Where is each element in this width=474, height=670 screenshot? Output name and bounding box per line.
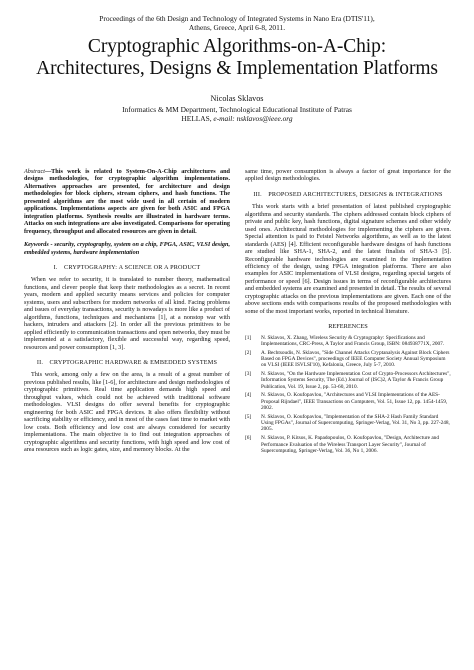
reference-item — [245, 335, 451, 348]
paper-header — [0, 0, 474, 123]
reference-text: N. Sklavos, O. Koufopavlou, "Architectures and VLSI Implementations of the AES-Proposal Rijndael", IEEE Transactions on Computers, Vol. 51, Issue 12, pp. 1454-1459, 2002. — [261, 392, 448, 412]
reference-item — [245, 435, 451, 454]
section-1-heading: I. CRYPTOGRAPHY: A SCIENCE OR A PRODUCT — [53, 263, 201, 271]
abstract-lead: Abstract — [24, 168, 45, 175]
reference-number: [2] — [245, 349, 252, 356]
proceedings-line-1: Proceedings of the 6th Design and Technology of Integrated Systems in Nano Era (DTIS'11), — [99, 14, 375, 23]
reference-text: A. Bechtsoudis, N. Sklavos, "Side Channel Attacks Cryptanalysis Against Block Ciphers Based on FPGA Devices", proceedings of IEEE Computer Society Annual Symposium on VLSI (IEEE ISVLSI'10), Kefalonia, Greece, July 5-7, 2010. — [261, 349, 450, 369]
abstract — [24, 168, 230, 235]
author-location: HELLAS, — [181, 113, 214, 123]
title-line-2: Architectures, Designs & Implementation Platforms — [36, 58, 438, 79]
reference-item — [245, 392, 451, 411]
reference-number: [6] — [245, 435, 252, 442]
reference-text: N. Sklavos, O. Koufopavlou, "Implementation of the SHA-2 Hash Family Standard Using FPGAs", Journal of Supercomputing, Springer-Verlag, Vol. 31, No 3, pp. 227-248, 2005. — [261, 413, 450, 433]
proceedings-line-2: Athens, Greece, April 6-8, 2011. — [188, 23, 286, 32]
section-1-paragraph: When we refer to security, it is translated to number theory, mathematical functions, and clever people that keep their methodologies as a secret. In recent years, modern and applied security means services and policies for computer systems, users and subscribers for modern networks of all kind. Facing problems and issues of everyday transactions, security is nowadays is more like a product of algorithms, functions, techniques and mechanisms [1], at a nonstop war with hackers, intruders and attackers [2]. In order all the previous primitives to be applied efficiently to communication transactions and open networks, they must be implemented at a satisfactory, flexible and successful way, regarding speed, resources and power consumption [1, 3]. — [24, 276, 230, 351]
author-location-email — [0, 114, 474, 123]
continued-paragraph: same time, power consumption is always a factor of great importance for the applied design methodologies. — [245, 168, 451, 183]
reference-text: N. Sklavos, X. Zhang, Wireless Security & Cryptography: Specifications and Implementations, CRC-Press, A Taylor and Francis Group, ISBN: 084938771X, 2007. — [261, 334, 445, 347]
author-email: e-mail: nsklavos@ieee.org — [213, 113, 293, 123]
paper-title — [0, 36, 474, 80]
reference-item — [245, 371, 451, 390]
section-2-paragraph: This work, among only a few on the area, is a result of a great number of previous published results, like [1-6], for architecture and design methodologies of cryptographic primitives. Real time application demands high speed and throughput values, which could not be achieved with traditional software methodologies. VLSI designs do offer several benefits for cryptographic engineering for both ASIC and FPGA devices. It also offers flexibility without sacrificing stability or efficiency, and in most of the cases fast time to market with low costs. Both efficiency and low cost are always considered for security implementations. The main objective is to find out integration approaches of cryptographic algorithms and security functions, with high speed and low cost of area resources such as logic gates, size, and memory blocks. At the — [24, 371, 230, 453]
references-heading: REFERENCES — [328, 323, 368, 331]
keywords: Keywords - security, cryptography, system on a chip, FPGA, ASIC, VLSI design, embedded systems, hardware implementation — [24, 241, 230, 256]
abstract-body: —This work is related to System-On-A-Chip architectures and designs methodologies, for cryptographic algorithm implementations. Alternatives approaches are presented, for architecture and design methodologies for block ciphers, stream ciphers, and hash functions. The presented algorithms are the most wide used in all certain of modern applications. Implementations aspects are given for both ASIC and FPGA integration platforms. Synthesis results are illustrated in hardware terms. Attacks on such integrations are also investigated. Comparisons for operating frequency, throughput and allocated resources are given in detail. — [24, 168, 230, 235]
references-list — [245, 335, 451, 455]
section-3-heading: III. PROPOSED ARCHITECTURES, DESIGNS & INTEGRATIONS — [253, 190, 443, 198]
reference-text: N. Sklavos, "On the Hardware Implementation Cost of Crypto-Processors Architectures", Information Systems Security, The (Ed.) Journal of (ISC)2, A Taylor & Francis Group Publication, Vol. 19, Issue 2, pp. 53-60, 2010. — [261, 371, 451, 390]
body-columns — [24, 168, 451, 668]
author-affiliation: Informatics & MM Department, Technological Educational Institute of Patras — [122, 104, 352, 114]
reference-text: N. Sklavos, P. Kitsos, K. Papadopoulos, O. Koufopavlou, "Design, Architecture and Performance Evaluation of the Wireless Transport Layer Security", Journal of Supercomputing, Springer-Verlag, Vol. 36, No 1, 2006. — [261, 435, 439, 454]
title-line-1: Cryptographic Algorithms-on-A-Chip: — [87, 36, 387, 57]
left-column — [24, 168, 230, 668]
reference-number: [1] — [245, 334, 252, 341]
reference-number: [5] — [245, 413, 252, 420]
author-name: Nicolas Sklavos — [210, 94, 264, 103]
proceedings-info — [17, 0, 457, 32]
right-column — [245, 168, 451, 668]
section-2-heading: II. CRYPTOGRAPHIC HARDWARE & EMBEDDED SYSTEMS — [36, 358, 218, 366]
reference-number: [3] — [245, 371, 252, 378]
section-3-paragraph: This work starts with a brief presentation of latest published cryptographic algorithms and security standards. The ciphers addressed contain block ciphers of private and public key, hash functions, digital signature schemes and other widely used ones. Architectural methodologies for implementing the ciphers are given. Special attention is paid to Feistel Networks algorithms, as well as to the latest standards (AES) [4]. Efficient reconfigurable hardware designs of hash functions are studied like SHA-1, SHA-2, and the latest finalists of SHA-3 [5]. Reconfigurable hardware technologies are examined in the implementation efficiency of the design, using FPGA integration platforms. There are also examples for ASIC implementations of VLSI designs, regarding special targets of performance or speed [6]. Design issues in terms of reconfigurable architectures and embedded systems are examined and presented in detail. The results of several cryptographic attacks on the previous implementations are given. Each one of the above sections ends with comparisons results of the proposed methodologies with some of the most important works, reported in technical literature. — [245, 203, 451, 315]
reference-item — [245, 350, 451, 369]
reference-number: [4] — [245, 392, 252, 399]
reference-item — [245, 414, 451, 433]
